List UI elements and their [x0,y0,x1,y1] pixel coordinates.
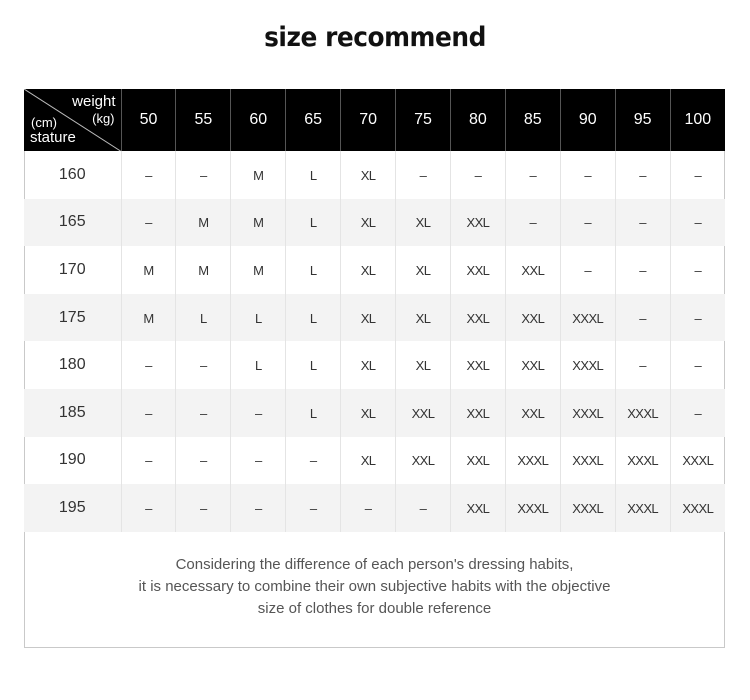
size-cell [121,246,176,294]
size-cell [615,389,670,437]
size-cell [341,151,396,199]
size-value: – [200,500,207,516]
size-value: XXXL [682,500,714,516]
size-value: M [198,215,209,231]
size-cell [560,199,615,247]
size-value: M [253,215,264,231]
size-cell [670,437,725,485]
note-line-3: size of clothes for double reference [257,600,492,617]
size-value: – [419,167,427,183]
size-value: – [694,310,702,326]
size-value: XXXL [517,500,549,516]
size-cell [121,151,176,199]
size-cell [505,389,560,437]
page-title: size recommend [264,22,486,53]
size-value: – [639,167,646,183]
size-value: – [200,453,207,469]
corner-header-cell [24,89,121,151]
table-row [24,437,725,485]
size-cell [450,151,505,199]
size-value: XL [360,453,376,469]
size-cell [341,246,396,294]
size-cell [176,151,231,199]
size-value: XXXL [627,405,659,421]
size-value: L [309,167,317,183]
size-cell [176,389,231,437]
weight-header-cell: 50 [121,89,176,151]
stature-label: stature [30,129,76,146]
size-cell [670,294,725,342]
size-value: – [639,358,646,374]
size-cell [286,199,341,247]
size-cell [121,199,176,247]
table-row [24,484,725,532]
weight-unit: (kg) [92,111,115,126]
size-cell [286,294,341,342]
size-cell [560,246,615,294]
size-cell [176,484,231,532]
size-value: L [309,358,317,374]
size-cell [505,199,560,247]
size-cell [615,341,670,389]
size-value: – [254,500,262,516]
weight-header-cell: 80 [450,89,505,151]
size-cell [670,151,725,199]
size-cell [450,294,505,342]
size-cell [505,484,560,532]
size-cell [176,341,231,389]
size-cell [450,341,505,389]
size-cell [560,437,615,485]
size-value: – [474,167,482,183]
weight-header-cell: 95 [615,89,670,151]
size-cell [396,294,451,342]
size-value: XL [415,215,431,231]
size-cell [450,437,505,485]
size-value: XL [360,358,376,374]
size-value: – [145,500,152,516]
size-cell [231,389,286,437]
size-value: – [200,167,207,183]
size-cell [341,199,396,247]
size-cell [286,246,341,294]
stature-cell: 175 [24,294,121,342]
size-value: XXL [466,453,490,469]
size-value: – [584,262,592,278]
size-value: – [694,167,702,183]
weight-header-cell: 85 [505,89,560,151]
size-cell [615,437,670,485]
size-cell [341,484,396,532]
weight-header-cell: 65 [286,89,341,151]
stature-cell: 180 [24,341,121,389]
size-cell [176,437,231,485]
stature-cell: 165 [24,199,121,247]
size-value: L [309,262,317,278]
size-cell [396,437,451,485]
stature-unit: (cm) [31,115,57,130]
table-row [24,341,725,389]
size-value: L [309,405,317,421]
size-cell [231,437,286,485]
size-value: – [254,405,262,421]
size-value: XXL [521,262,545,278]
size-cell [121,341,176,389]
stature-cell: 160 [24,151,121,199]
size-cell [286,437,341,485]
table-row [24,246,725,294]
size-cell [396,246,451,294]
size-cell [176,199,231,247]
size-value: – [639,215,646,231]
weight-header-cell: 60 [231,89,286,151]
size-cell [286,389,341,437]
size-value: XXL [466,310,490,326]
size-cell [231,151,286,199]
stature-cell: 170 [24,246,121,294]
size-cell [505,151,560,199]
size-cell [615,246,670,294]
table-row [24,199,725,247]
size-cell [121,484,176,532]
size-value: – [200,405,207,421]
size-value: L [309,310,317,326]
size-cell [450,389,505,437]
weight-header-cell: 55 [176,89,231,151]
size-table [24,89,725,532]
size-value: XXXL [572,500,604,516]
size-cell [505,341,560,389]
size-cell [615,484,670,532]
size-cell [615,151,670,199]
size-value: XXL [521,310,545,326]
size-value: M [143,262,154,278]
size-cell [505,246,560,294]
size-value: XL [415,358,431,374]
size-cell [231,246,286,294]
size-value: – [694,358,702,374]
size-value: – [694,405,702,421]
size-cell [341,341,396,389]
size-cell [670,246,725,294]
stature-cell: 195 [24,484,121,532]
size-cell [341,294,396,342]
size-cell [560,341,615,389]
size-value: – [639,310,646,326]
size-value: XL [415,310,431,326]
size-value: – [419,500,427,516]
size-cell [670,484,725,532]
size-value: XXL [521,405,545,421]
header-row [24,89,725,151]
size-value: – [145,167,152,183]
size-cell [670,341,725,389]
size-value: L [200,310,207,326]
size-value: – [145,215,152,231]
size-value: – [694,262,702,278]
size-cell [341,437,396,485]
size-value: XXL [466,405,490,421]
size-value: XL [360,215,376,231]
stature-cell: 190 [24,437,121,485]
size-value: XXXL [682,453,714,469]
size-value: XXL [466,500,490,516]
size-cell [505,437,560,485]
size-value: XL [360,310,376,326]
size-value: – [145,358,152,374]
size-cell [505,294,560,342]
size-value: XXXL [517,453,549,469]
size-cell [615,294,670,342]
size-cell [121,389,176,437]
size-value: – [694,215,702,231]
size-value: XXXL [572,310,604,326]
size-cell [560,151,615,199]
size-cell [450,199,505,247]
size-value: XXL [411,453,435,469]
size-cell [396,341,451,389]
table-body [24,151,725,532]
size-value: XXXL [572,358,604,374]
size-value: – [639,262,646,278]
size-value: M [253,262,264,278]
size-cell [231,484,286,532]
size-value: XXXL [627,453,659,469]
size-cell [560,294,615,342]
stature-cell: 185 [24,389,121,437]
size-cell [286,341,341,389]
size-value: XXL [466,358,490,374]
table-row [24,389,725,437]
size-cell [176,294,231,342]
size-cell [176,246,231,294]
size-cell [396,199,451,247]
weight-header-cell: 75 [396,89,451,151]
size-value: XXXL [572,405,604,421]
weight-label: weight [72,93,116,110]
size-value: – [145,405,152,421]
size-cell [341,389,396,437]
size-value: M [198,262,209,278]
size-value: XL [415,262,431,278]
size-cell [560,389,615,437]
size-cell [286,484,341,532]
size-value: XL [360,405,376,421]
size-cell [396,389,451,437]
size-value: L [254,310,262,326]
size-cell [396,484,451,532]
size-value: – [200,358,207,374]
weight-header-cell: 100 [670,89,725,151]
size-value: XL [360,262,376,278]
table-row [24,294,725,342]
weight-header-cell: 70 [341,89,396,151]
size-cell [396,151,451,199]
size-cell [231,294,286,342]
size-note [24,554,725,620]
size-value: XXL [521,358,545,374]
size-cell [121,437,176,485]
size-cell [670,199,725,247]
size-value: XXL [466,262,490,278]
size-cell [670,389,725,437]
size-value: XXL [466,215,490,231]
size-value: – [254,453,262,469]
size-value: – [309,453,317,469]
size-value: – [529,215,537,231]
size-value: – [584,215,592,231]
size-value: L [309,215,317,231]
note-line-2: it is necessary to combine their own subjective habits with the objective [138,578,611,595]
size-cell [450,246,505,294]
size-cell [615,199,670,247]
size-value: XXL [411,405,435,421]
note-line-1: Considering the difference of each person's dressing habits, [175,556,574,573]
size-value: – [584,167,592,183]
weight-header-cell: 90 [560,89,615,151]
size-value: L [254,358,262,374]
size-cell [450,484,505,532]
size-value: XL [360,167,376,183]
size-cell [286,151,341,199]
size-cell [560,484,615,532]
size-value: XXXL [572,453,604,469]
size-cell [121,294,176,342]
size-cell [231,199,286,247]
size-value: – [529,167,537,183]
size-value: – [309,500,317,516]
size-value: M [143,310,154,326]
size-value: M [253,167,264,183]
table-row [24,151,725,199]
size-value: – [364,500,372,516]
size-cell [231,341,286,389]
size-value: – [145,453,152,469]
size-value: XXXL [627,500,659,516]
